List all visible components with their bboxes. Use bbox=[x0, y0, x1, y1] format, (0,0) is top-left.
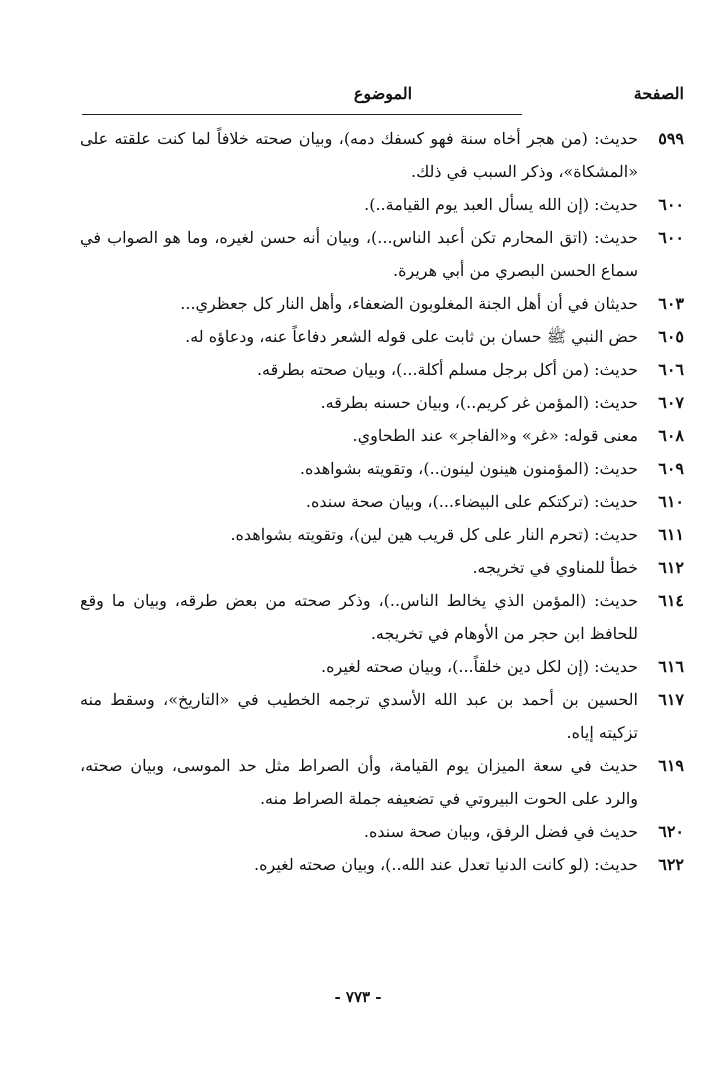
entry-topic-text: حض النبي ﷺ حسان بن ثابت على قوله الشعر دفاعاً عنه، ودعاؤه له. bbox=[185, 327, 638, 346]
entry-page-number: ٦١٢ bbox=[658, 558, 684, 577]
entry-topic-text: حديث: (من هجر أخاه سنة فهو كسفك دمه)، وبيان صحته خلافاً لما كنت علقته على «المشكاة»، وذكر السبب في ذلك. bbox=[80, 129, 638, 181]
index-entry bbox=[80, 419, 684, 452]
index-entry bbox=[80, 386, 684, 419]
index-entry bbox=[80, 551, 684, 584]
index-entry bbox=[80, 683, 684, 749]
index-entry bbox=[80, 287, 684, 320]
entry-topic-text: حديث: (اتق المحارم تكن أعبد الناس...)، وبيان أنه حسن لغيره، وما هو الصواب في سماع الحسن البصري من أبي هريرة. bbox=[80, 228, 638, 280]
entry-page-number: ٦٠٧ bbox=[658, 393, 684, 412]
entry-topic-text: حديث: (إن الله يسأل العبد يوم القيامة..). bbox=[364, 195, 638, 214]
topic-column-heading: الموضوع bbox=[353, 84, 413, 103]
index-entries-list bbox=[80, 122, 684, 881]
entry-topic-text: خطأ للمناوي في تخريجه. bbox=[472, 558, 638, 577]
entry-page-number: ٦٢٠ bbox=[658, 822, 684, 841]
page-column-heading: الصفحة bbox=[633, 84, 684, 103]
entry-page-number: ٦١٩ bbox=[658, 756, 684, 775]
index-entry bbox=[80, 650, 684, 683]
entry-topic-text: معنى قوله: «غر» و«الفاجر» عند الطحاوي. bbox=[352, 426, 638, 445]
entry-topic-text: حديث: (تركتكم على البيضاء...)، وبيان صحة سنده. bbox=[305, 492, 638, 511]
entry-page-number: ٦١١ bbox=[658, 525, 684, 544]
entry-topic-text: حديث: (المؤمن غر كريم..)، وبيان حسنه بطرقه. bbox=[320, 393, 638, 412]
entry-page-number: ٦٠٠ bbox=[658, 228, 684, 247]
entry-topic-text: حديث في فضل الرفق، وبيان صحة سنده. bbox=[363, 822, 638, 841]
entry-page-number: ٦١٦ bbox=[658, 657, 684, 676]
entry-page-number: ٦٠٩ bbox=[658, 459, 684, 478]
index-entry bbox=[80, 320, 684, 353]
index-entry bbox=[80, 749, 684, 815]
index-entry bbox=[80, 485, 684, 518]
entry-topic-text: حديث: (من أكل برجل مسلم أكلة...)، وبيان صحته بطرقه. bbox=[256, 360, 638, 379]
entry-topic-text: حديثان في أن أهل الجنة المغلوبون الضعفاء، وأهل النار كل جعظري... bbox=[180, 294, 638, 313]
index-entry bbox=[80, 584, 684, 650]
entry-topic-text: حديث: (إن لكل دين خلقاً...)، وبيان صحته لغيره. bbox=[321, 657, 638, 676]
entry-page-number: ٦٠٠ bbox=[658, 195, 684, 214]
index-entry bbox=[80, 221, 684, 287]
entry-topic-text: حديث: (المؤمن الذي يخالط الناس..)، وذكر صحته من بعض طرقه، وبيان ما وقع للحافظ ابن حجر من الأوهام في تخريجه. bbox=[80, 591, 638, 643]
index-entry bbox=[80, 353, 684, 386]
entry-topic-text: حديث في سعة الميزان يوم القيامة، وأن الصراط مثل حد الموسى، وبيان صحته، والرد على الحوت البيروتي في تضعيفه جملة الصراط منه. bbox=[80, 756, 638, 808]
entry-topic-text: حديث: (تحرم النار على كل قريب هين لين)، وتقويته بشواهده. bbox=[230, 525, 638, 544]
table-header bbox=[82, 84, 684, 110]
entry-page-number: ٦١٧ bbox=[658, 690, 684, 709]
entry-page-number: ٦٠٦ bbox=[658, 360, 684, 379]
index-entry bbox=[80, 848, 684, 881]
index-entry bbox=[80, 452, 684, 485]
index-entry bbox=[80, 518, 684, 551]
entry-page-number: ٦٢٢ bbox=[658, 855, 684, 874]
entry-topic-text: الحسين بن أحمد بن عبد الله الأسدي ترجمه الخطيب في «التاريخ»، وسقط منه تزكيته إياه. bbox=[80, 690, 638, 742]
entry-page-number: ٦٠٨ bbox=[658, 426, 684, 445]
entry-topic-text: حديث: (المؤمنون هينون لينون..)، وتقويته بشواهده. bbox=[299, 459, 638, 478]
entry-topic-text: حديث: (لو كانت الدنيا تعدل عند الله..)، وبيان صحته لغيره. bbox=[254, 855, 638, 874]
entry-page-number: ٦١٤ bbox=[658, 591, 684, 610]
entry-page-number: ٦١٠ bbox=[658, 492, 684, 511]
entry-page-number: ٦٠٥ bbox=[658, 327, 684, 346]
page-number: - ٧٧٣ - bbox=[334, 988, 382, 1006]
index-entry bbox=[80, 188, 684, 221]
entry-page-number: ٥٩٩ bbox=[658, 129, 684, 148]
index-entry bbox=[80, 815, 684, 848]
index-entry bbox=[80, 122, 684, 188]
header-divider bbox=[82, 114, 522, 115]
entry-page-number: ٦٠٣ bbox=[658, 294, 684, 313]
